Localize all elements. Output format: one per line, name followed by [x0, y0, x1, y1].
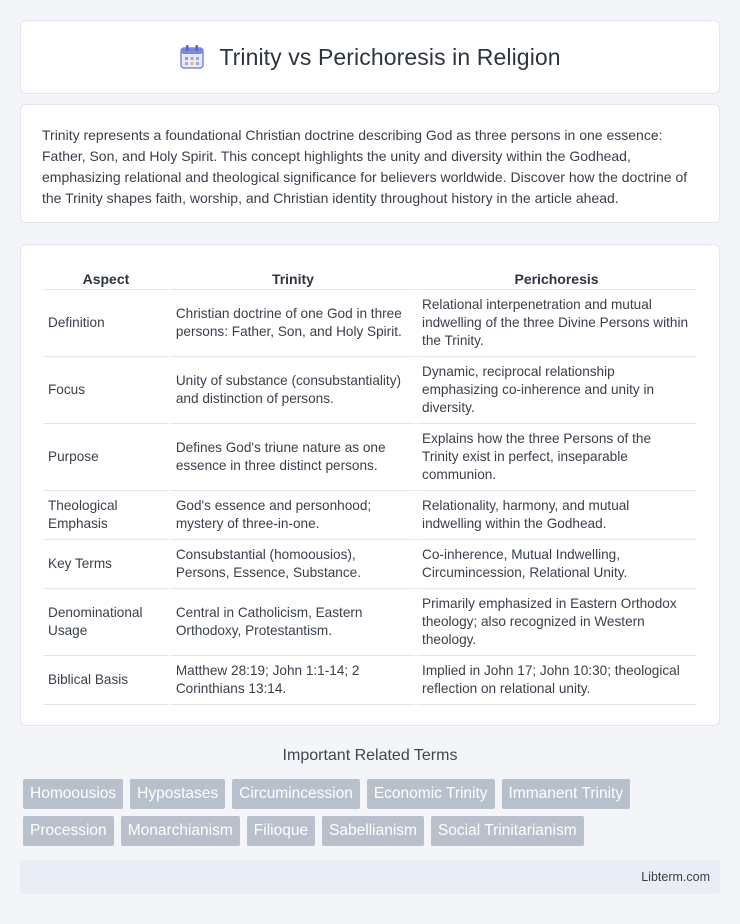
cell-trinity: Central in Catholicism, Eastern Orthodoxy, Protestantism.: [171, 589, 415, 656]
cell-aspect: Denominational Usage: [43, 589, 169, 656]
related-term-tag[interactable]: Social Trinitarianism: [431, 816, 584, 846]
page-header: [20, 20, 720, 94]
related-term-tag[interactable]: Procession: [23, 816, 114, 846]
cell-trinity: Defines God's triune nature as one essence in three distinct persons.: [171, 424, 415, 491]
related-term-tag[interactable]: Sabellianism: [322, 816, 424, 846]
related-term-tag[interactable]: Immanent Trinity: [502, 779, 631, 809]
related-term-tag[interactable]: Homoousios: [23, 779, 123, 809]
table-row: [43, 357, 696, 424]
column-header-aspect: Aspect: [43, 266, 169, 290]
cell-aspect: Theological Emphasis: [43, 491, 169, 540]
cell-trinity: God's essence and personhood; mystery of three-in-one.: [171, 491, 415, 540]
related-term-tag[interactable]: Economic Trinity: [367, 779, 495, 809]
cell-aspect: Biblical Basis: [43, 656, 169, 705]
column-header-perichoresis: Perichoresis: [417, 266, 696, 290]
table-row: [43, 491, 696, 540]
page-title: Trinity vs Perichoresis in Religion: [219, 43, 561, 70]
intro-text: Trinity represents a foundational Christian doctrine describing God as three persons in one essence: Father, Son, and Holy Spirit. This concept highlights the unity and diversity within the Godhead, emphasizing relational and theological significance for believers worldwide. Discover how the doctrine of the Trinity shapes faith, worship, and Christian identity throughout history in the article ahead.: [42, 127, 688, 206]
calendar-icon: [179, 44, 205, 70]
cell-trinity: Consubstantial (homoousios), Persons, Essence, Substance.: [171, 540, 415, 589]
related-term-tag[interactable]: Filioque: [247, 816, 315, 846]
cell-perichoresis: Implied in John 17; John 10:30; theological reflection on relational unity.: [417, 656, 696, 705]
table-row: [43, 290, 696, 357]
related-terms-list: [23, 779, 723, 846]
related-term-tag[interactable]: Monarchianism: [121, 816, 240, 846]
table-row: [43, 424, 696, 491]
cell-trinity: Unity of substance (consubstantiality) and distinction of persons.: [171, 357, 415, 424]
cell-perichoresis: Dynamic, reciprocal relationship emphasizing co-inherence and unity in diversity.: [417, 357, 696, 424]
footer: [20, 860, 720, 894]
cell-perichoresis: Relational interpenetration and mutual indwelling of the three Divine Persons within the Trinity.: [417, 290, 696, 357]
table-row: [43, 540, 696, 589]
comparison-table: [41, 266, 698, 705]
column-header-trinity: Trinity: [171, 266, 415, 290]
table-header-row: [43, 266, 696, 290]
cell-perichoresis: Primarily emphasized in Eastern Orthodox theology; also recognized in Western theology.: [417, 589, 696, 656]
cell-trinity: Matthew 28:19; John 1:1-14; 2 Corinthians 13:14.: [171, 656, 415, 705]
footer-site-link[interactable]: Libterm.com: [641, 870, 710, 884]
cell-aspect: Definition: [43, 290, 169, 357]
intro-section: [20, 104, 720, 223]
cell-aspect: Focus: [43, 357, 169, 424]
cell-perichoresis: Explains how the three Persons of the Trinity exist in perfect, inseparable communion.: [417, 424, 696, 491]
cell-trinity: Christian doctrine of one God in three persons: Father, Son, and Holy Spirit.: [171, 290, 415, 357]
related-terms-heading: Important Related Terms: [282, 747, 458, 764]
cell-aspect: Key Terms: [43, 540, 169, 589]
cell-aspect: Purpose: [43, 424, 169, 491]
related-term-tag[interactable]: Circumincession: [232, 779, 360, 809]
table-row: [43, 589, 696, 656]
cell-perichoresis: Co-inherence, Mutual Indwelling, Circumincession, Relational Unity.: [417, 540, 696, 589]
comparison-table-card: [20, 244, 720, 726]
cell-perichoresis: Relationality, harmony, and mutual indwelling within the Godhead.: [417, 491, 696, 540]
table-row: [43, 656, 696, 705]
related-term-tag[interactable]: Hypostases: [130, 779, 225, 809]
